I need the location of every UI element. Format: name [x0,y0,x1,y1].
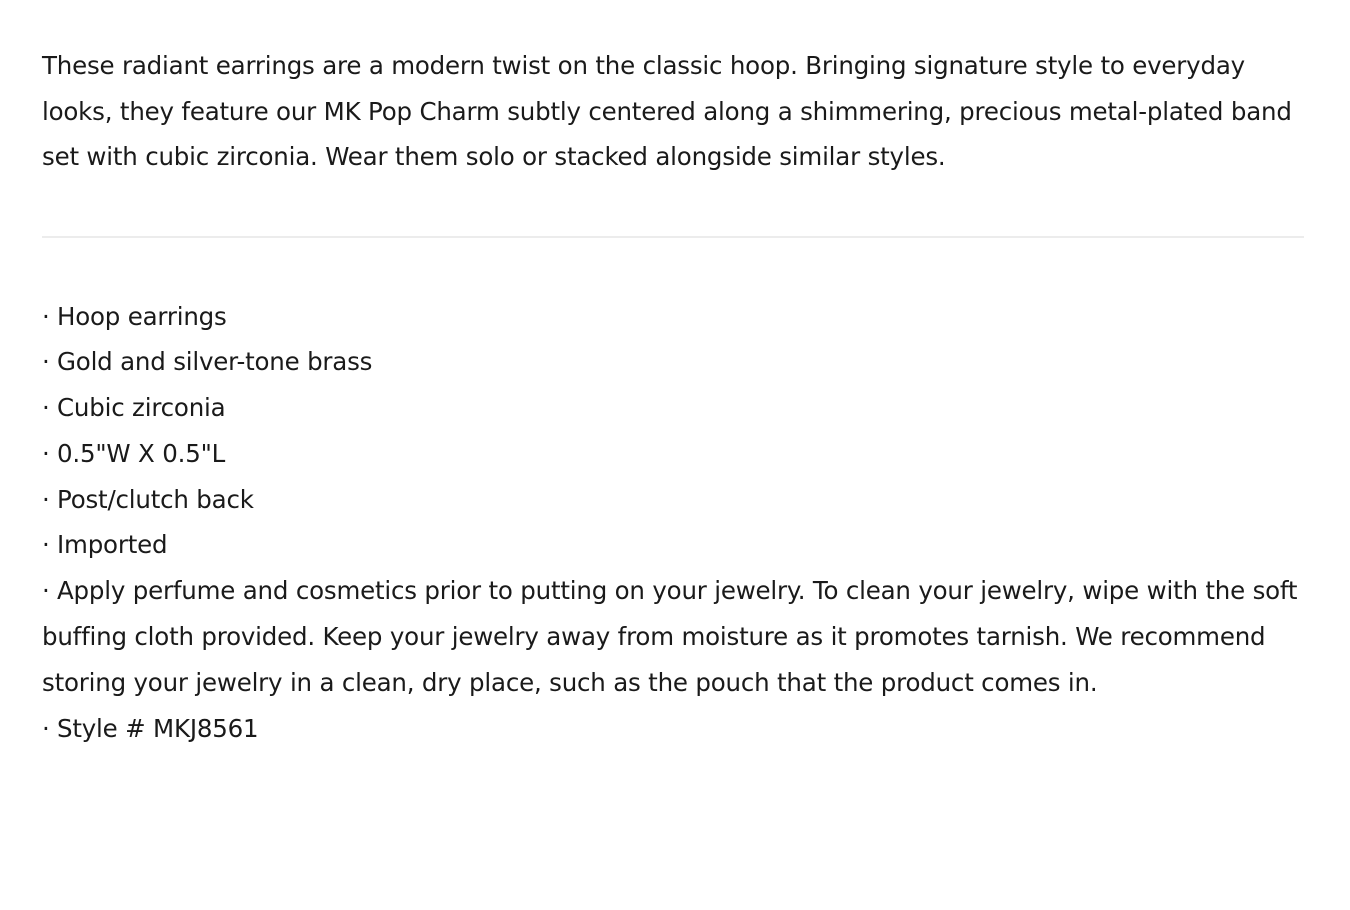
product-details-panel [42,0,1304,751]
detail-item [42,339,1304,385]
detail-text: Post/clutch back [57,484,254,514]
detail-item [42,294,1304,340]
bullet-icon: · [42,393,50,423]
detail-text: Apply perfume and cosmetics prior to putting on your jewelry. To clean your jewelry, wipe with the soft buffing cloth provided. Keep your jewelry away from moisture as it promotes tarnish. We recommend storing your jewelry in a clean, dry place, such as the pouch that the product comes in. [42,576,1298,697]
detail-text: Gold and silver-tone brass [57,347,373,377]
detail-item [42,568,1304,705]
detail-item [42,706,1304,752]
bullet-icon: · [42,347,50,377]
detail-text: 0.5"W X 0.5"L [57,438,226,468]
detail-item [42,522,1304,568]
detail-text: Hoop earrings [57,301,227,331]
bullet-icon: · [42,576,50,606]
detail-item [42,477,1304,523]
detail-item [42,431,1304,477]
bullet-icon: · [42,713,50,743]
detail-text: Imported [57,530,168,560]
product-details-list [42,238,1304,752]
bullet-icon: · [42,438,50,468]
bullet-icon: · [42,484,50,514]
detail-item [42,385,1304,431]
bullet-icon: · [42,530,50,560]
bullet-icon: · [42,301,50,331]
detail-text: Style # MKJ8561 [57,713,259,743]
product-description: These radiant earrings are a modern twist on the classic hoop. Bringing signature style to everyday looks, they feature our MK Pop Charm subtly centered along a shimmering, precious metal-plated band set with cubic zirconia. Wear them solo or stacked alongside similar styles. [42,51,1292,171]
detail-text: Cubic zirconia [57,393,226,423]
